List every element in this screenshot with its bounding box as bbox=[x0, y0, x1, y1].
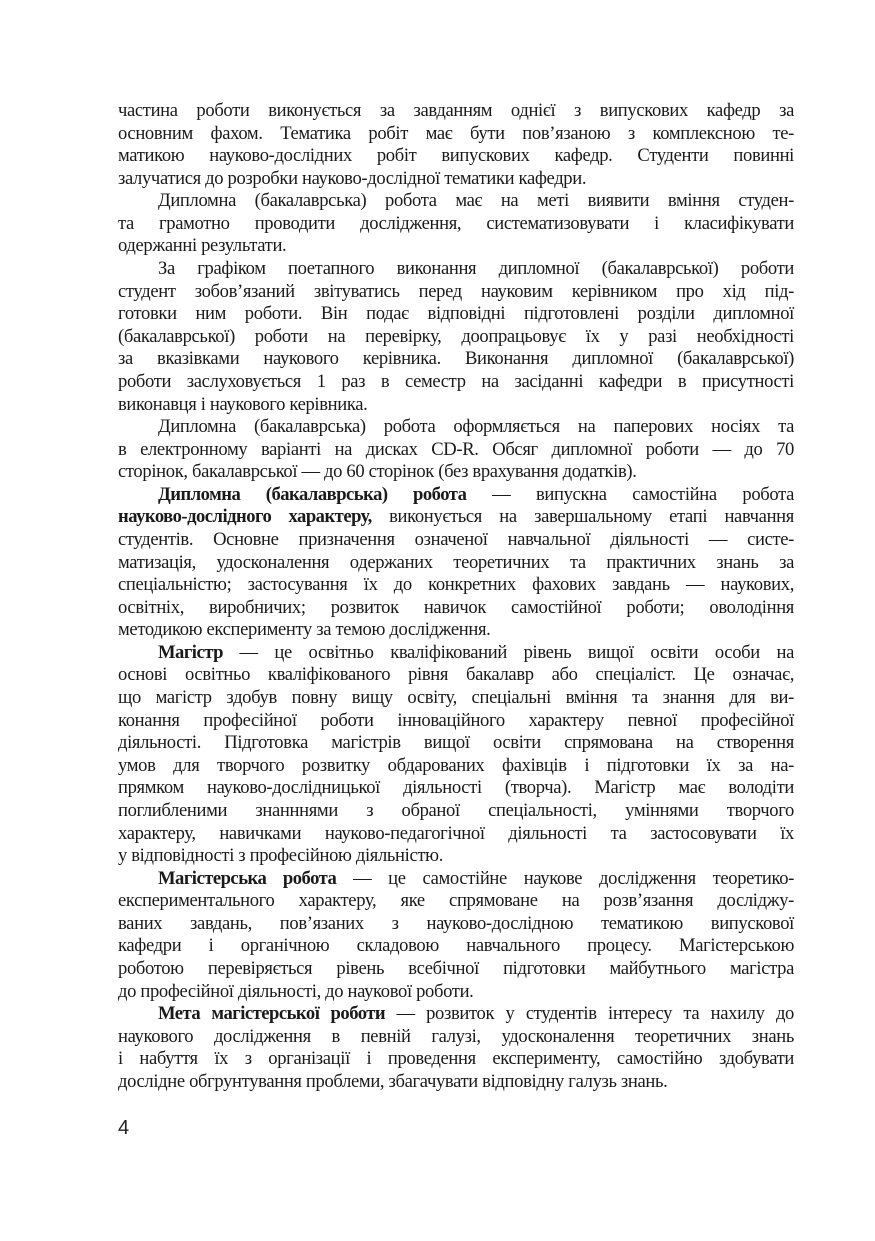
text-run: і набуття їх з організації і проведення експерименту, самостійно здобувати bbox=[118, 1048, 794, 1070]
text-run: ваних завдань, пов’язаних з науково-дослідною тематикою випускової bbox=[118, 912, 794, 934]
text-run: — це освітньо кваліфікований рівень вищої освіти особи на bbox=[222, 641, 794, 663]
paragraph bbox=[118, 1003, 794, 1093]
text-run: Дипломна (бакалаврська) робота оформляється на паперових носіях та bbox=[158, 416, 794, 438]
paragraph bbox=[118, 258, 794, 416]
text-line bbox=[118, 913, 794, 936]
bold-term: науково-дослідного характеру, bbox=[118, 506, 372, 528]
text-line bbox=[118, 552, 794, 575]
text-run: методикою експерименту за темою дослідження. bbox=[118, 619, 491, 641]
text-line bbox=[118, 145, 794, 168]
text-run: готовки ним роботи. Він подає відповідні підготовлені розділи дипломної bbox=[118, 303, 794, 325]
text-line bbox=[118, 371, 794, 394]
text-line bbox=[118, 439, 794, 462]
text-line bbox=[118, 258, 794, 281]
text-line bbox=[118, 800, 794, 823]
text-line bbox=[118, 1026, 794, 1049]
document-page bbox=[118, 100, 794, 1093]
text-line bbox=[118, 823, 794, 846]
text-line bbox=[118, 664, 794, 687]
text-line bbox=[118, 416, 794, 439]
text-line bbox=[118, 777, 794, 800]
text-line bbox=[118, 1003, 794, 1026]
text-run: Дипломна (бакалаврська) робота має на меті виявити вміння студен- bbox=[158, 190, 794, 212]
paragraph bbox=[118, 868, 794, 1003]
text-run: та грамотно проводити дослідження, систематизовувати і класифікувати bbox=[118, 212, 794, 234]
text-line bbox=[118, 1071, 794, 1094]
text-line bbox=[118, 597, 794, 620]
body-text bbox=[118, 100, 794, 1093]
text-line bbox=[118, 484, 794, 507]
text-line bbox=[118, 1048, 794, 1071]
text-run: прямком науково-дослідницької діяльності (творча). Магістр має володіти bbox=[118, 777, 794, 799]
text-run: роботи заслуховується 1 раз в семестр на засіданні кафедри в присутності bbox=[118, 370, 794, 392]
paragraph bbox=[118, 642, 794, 868]
text-line bbox=[118, 981, 794, 1004]
text-run: студентів. Основне призначення означеної навчальної діяльності — систе- bbox=[118, 528, 794, 550]
text-run: — випускна самостійна робота bbox=[466, 483, 794, 505]
text-run: сторінок, бакалаврської — до 60 сторінок (без врахування додатків). bbox=[118, 461, 637, 483]
text-line bbox=[118, 529, 794, 552]
text-run: — це самостійне наукове дослідження теоретико- bbox=[336, 867, 794, 889]
text-line bbox=[118, 506, 794, 529]
text-run: у відповідності з професійною діяльністю. bbox=[118, 845, 443, 867]
text-line bbox=[118, 845, 794, 868]
page-number: 4 bbox=[118, 1117, 130, 1139]
text-run: наукового дослідження в певній галузі, удосконалення теоретичних знань bbox=[118, 1025, 794, 1047]
text-run: За графіком поетапного виконання дипломної (бакалаврської) роботи bbox=[158, 258, 794, 280]
text-line bbox=[118, 642, 794, 665]
text-line bbox=[118, 461, 794, 484]
paragraph bbox=[118, 416, 794, 484]
text-run: дослідне обгрунтування проблеми, збагачувати відповідну галузь знань. bbox=[118, 1070, 668, 1092]
paragraph bbox=[118, 100, 794, 190]
text-run: матизація, удосконалення одержаних теоретичних та практичних знань за bbox=[118, 551, 794, 573]
text-run: виконується на завершальному етапі навчання bbox=[371, 506, 794, 528]
text-run: (бакалаврської) роботи на перевірку, доопрацьовує їх у разі необхідності bbox=[118, 325, 794, 347]
paragraph bbox=[118, 484, 794, 642]
bold-term: Дипломна (бакалаврська) робота bbox=[158, 483, 467, 505]
text-run: освітніх, виробничих; розвиток навичок самостійної роботи; оволодіння bbox=[118, 596, 794, 618]
text-run: діяльності. Підготовка магістрів вищої освіти спрямована на створення bbox=[118, 732, 794, 754]
text-line bbox=[118, 574, 794, 597]
paragraph bbox=[118, 190, 794, 258]
bold-term: Магістерська робота bbox=[158, 867, 337, 889]
text-run: експериментального характеру, яке спрямоване на розв’язання досліджу- bbox=[118, 890, 794, 912]
text-line bbox=[118, 123, 794, 146]
text-run: спеціальністю; застосування їх до конкретних фахових завдань — наукових, bbox=[118, 574, 794, 596]
text-line bbox=[118, 100, 794, 123]
text-run: роботою перевіряється рівень всебічної підготовки майбутнього магістра bbox=[118, 957, 794, 979]
text-line bbox=[118, 213, 794, 236]
text-run: умов для творчого розвитку обдарованих фахівців і підготовки їх за на- bbox=[118, 754, 794, 776]
text-run: що магістр здобув повну вищу освіту, спеціальні вміння та знання для ви- bbox=[118, 687, 794, 709]
text-run: до професійної діяльності, до наукової роботи. bbox=[118, 980, 474, 1002]
text-line bbox=[118, 303, 794, 326]
text-run: поглибленими знанннями з обраної спеціальності, уміннями творчого bbox=[118, 799, 794, 821]
text-line bbox=[118, 687, 794, 710]
text-line bbox=[118, 958, 794, 981]
text-run: — розвиток у студентів інтересу та нахилу до bbox=[385, 1003, 794, 1025]
text-run: кафедри і органічною складовою навчального процесу. Магістерською bbox=[118, 935, 794, 957]
text-run: одержанні результати. bbox=[118, 235, 287, 257]
text-line bbox=[118, 710, 794, 733]
text-run: характеру, навичками науково-педагогічної діяльності та застосовувати їх bbox=[118, 822, 794, 844]
bold-term: Магістр bbox=[158, 641, 223, 663]
text-run: конання професійної роботи інноваційного характеру певної професійної bbox=[118, 709, 794, 731]
text-line bbox=[118, 235, 794, 258]
text-run: в електронному варіанті на дисках CD-R. Обсяг дипломної роботи — до 70 bbox=[118, 438, 794, 460]
text-line bbox=[118, 890, 794, 913]
text-line bbox=[118, 755, 794, 778]
text-run: за вказівками наукового керівника. Виконання дипломної (бакалаврської) bbox=[118, 348, 794, 370]
text-line bbox=[118, 935, 794, 958]
text-line bbox=[118, 868, 794, 891]
bold-term: Мета магістерської роботи bbox=[158, 1003, 386, 1025]
text-line bbox=[118, 190, 794, 213]
text-line bbox=[118, 394, 794, 417]
text-run: студент зобов’язаний звітуватись перед науковим керівником про хід під- bbox=[118, 280, 794, 302]
text-line bbox=[118, 619, 794, 642]
text-line bbox=[118, 168, 794, 191]
text-run: основним фахом. Тематика робіт має бути пов’язаною з комплексною те- bbox=[118, 122, 794, 144]
text-run: частина роботи виконується за завданням однієї з випускових кафедр за bbox=[118, 100, 794, 121]
text-line bbox=[118, 326, 794, 349]
text-run: залучатися до розробки науково-дослідної тематики кафедри. bbox=[118, 167, 587, 189]
text-run: матикою науково-дослідних робіт випускових кафедр. Студенти повинні bbox=[118, 145, 794, 167]
text-run: виконавця і наукового керівника. bbox=[118, 393, 368, 415]
text-line bbox=[118, 348, 794, 371]
text-line bbox=[118, 281, 794, 304]
text-run: основі освітньо кваліфікованого рівня бакалавр або спеціаліст. Це означає, bbox=[118, 664, 794, 686]
text-line bbox=[118, 732, 794, 755]
